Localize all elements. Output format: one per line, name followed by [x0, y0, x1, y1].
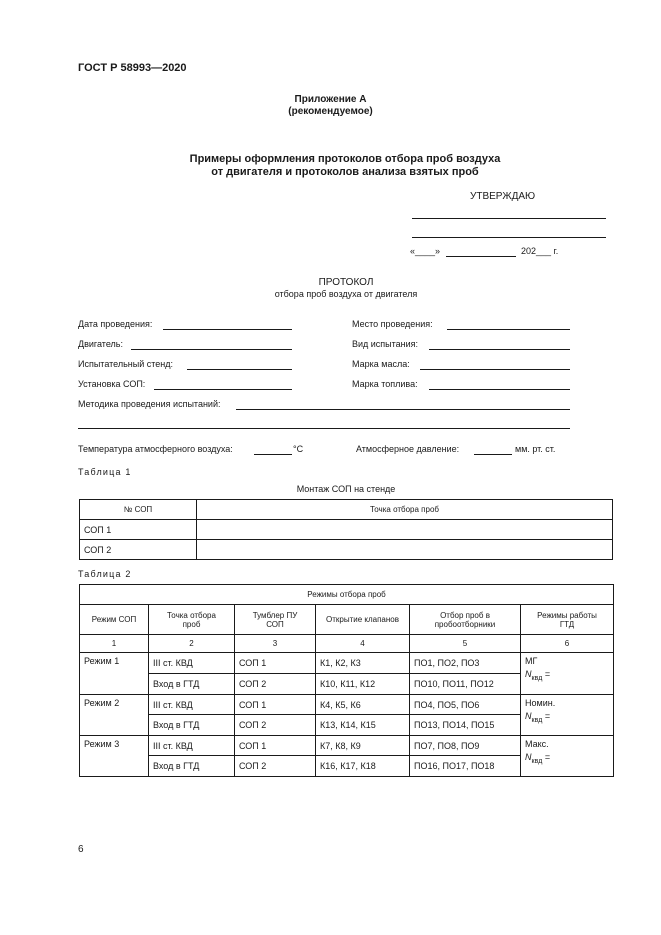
table2-number-row	[80, 635, 614, 653]
table2-point: Вход в ГТД	[149, 756, 235, 777]
field-place-label: Место проведения:	[352, 319, 433, 329]
table-row	[80, 540, 613, 560]
table1-header-no: № СОП	[80, 500, 197, 520]
page-number: 6	[78, 844, 84, 855]
approve-date-month-line	[446, 256, 516, 257]
table2	[79, 584, 614, 777]
table1-cell-sop: СОП 2	[80, 540, 197, 560]
table-row	[80, 653, 614, 674]
table2-samplers: ПО4, ПО5, ПО6	[410, 695, 521, 715]
table2-header-valves: Открытие клапанов	[316, 605, 410, 635]
table2-label: Таблица 2	[78, 569, 132, 579]
table-row	[80, 520, 613, 540]
field-fuel-line[interactable]	[429, 389, 570, 390]
appendix-title: Приложение А	[294, 94, 367, 105]
table2-nkvd[interactable]: $N_{квд}$ =	[525, 711, 551, 724]
field-method-line[interactable]	[236, 409, 570, 410]
table2-group-header: Режимы отбора проб	[80, 585, 614, 605]
table1-header-row	[80, 500, 613, 520]
table2-valves: К10, К11, К12	[316, 674, 410, 695]
table2-samplers: ПО13, ПО14, ПО15	[410, 715, 521, 736]
table1-caption: Монтаж СОП на стенде	[296, 484, 396, 494]
table2-number: 2	[149, 635, 235, 653]
table2-point: III ст. КВД	[149, 695, 235, 715]
approve-signature-line	[412, 218, 606, 219]
table2-gtd-mode: МГ	[525, 656, 538, 666]
table2-number: 3	[235, 635, 316, 653]
table2-toggle: СОП 1	[235, 695, 316, 715]
table2-point: Вход в ГТД	[149, 715, 235, 736]
table2-valves: К7, К8, К9	[316, 736, 410, 756]
field-date-label: Дата проведения:	[78, 319, 153, 329]
table2-valves: К16, К17, К18	[316, 756, 410, 777]
table2-mode: Режим 2	[80, 695, 149, 736]
field-stand-label: Испытательный стенд:	[78, 359, 174, 369]
field-oil-line[interactable]	[420, 369, 570, 370]
field-test-type-line[interactable]	[429, 349, 570, 350]
field-test-type-label: Вид испытания:	[352, 339, 419, 349]
approve-name-line	[412, 237, 606, 238]
table2-gtd-mode: Номин.	[525, 698, 556, 708]
table2-toggle: СОП 1	[235, 736, 316, 756]
field-engine-label: Двигатель:	[78, 339, 123, 349]
field-method-label: Методика проведения испытаний:	[78, 399, 221, 409]
table2-samplers: ПО7, ПО8, ПО9	[410, 736, 521, 756]
table2-header-gtd: Режимы работы ГТД	[521, 605, 614, 635]
appendix-subtitle: (рекомендуемое)	[288, 106, 373, 117]
table2-number: 5	[410, 635, 521, 653]
table1-header-point: Точка отбора проб	[197, 500, 613, 520]
standard-number: ГОСТ Р 58993—2020	[78, 62, 187, 74]
protocol-subtitle: отбора проб воздуха от двигателя	[274, 289, 418, 299]
table2-point: III ст. КВД	[149, 653, 235, 674]
table1-label: Таблица 1	[78, 467, 132, 477]
table2-nkvd[interactable]: $N_{квд}$ =	[525, 752, 551, 765]
field-temp-label: Температура атмосферного воздуха:	[78, 444, 233, 454]
table2-mode: Режим 1	[80, 653, 149, 695]
table2-number: 6	[521, 635, 614, 653]
table2-toggle: СОП 1	[235, 653, 316, 674]
table2-valves: К13, К14, К15	[316, 715, 410, 736]
field-pressure-line[interactable]	[474, 454, 512, 455]
field-sop-install-label: Установка СОП:	[78, 379, 146, 389]
table2-gtd	[521, 653, 614, 695]
table2-samplers: ПО1, ПО2, ПО3	[410, 653, 521, 674]
field-stand-line[interactable]	[187, 369, 292, 370]
table2-point: Вход в ГТД	[149, 674, 235, 695]
table2-toggle: СОП 2	[235, 756, 316, 777]
table2-valves: К4, К5, К6	[316, 695, 410, 715]
table2-group-header-row	[80, 585, 614, 605]
table1-cell-point[interactable]	[197, 520, 613, 540]
table1-cell-point[interactable]	[197, 540, 613, 560]
approve-label: УТВЕРЖДАЮ	[470, 191, 536, 202]
table2-header-row	[80, 605, 614, 635]
field-fuel-label: Марка топлива:	[352, 379, 418, 389]
table2-point: III ст. КВД	[149, 736, 235, 756]
main-title-line2: от двигателя и протоколов анализа взятых проб	[211, 166, 479, 178]
field-method-line-2[interactable]	[78, 428, 570, 429]
main-title-line1: Примеры оформления протоколов отбора проб воздуха	[189, 153, 501, 165]
table2-nkvd[interactable]: $N_{квд}$ =	[525, 669, 551, 682]
table2-toggle: СОП 2	[235, 674, 316, 695]
field-engine-line[interactable]	[131, 349, 292, 350]
table-row	[80, 695, 614, 715]
table1-cell-sop: СОП 1	[80, 520, 197, 540]
table2-header-point: Точка отбора проб	[149, 605, 235, 635]
field-pressure-unit: мм. рт. ст.	[515, 444, 556, 454]
field-sop-install-line[interactable]	[154, 389, 292, 390]
table2-gtd	[521, 736, 614, 777]
approve-date-day: «____»	[410, 246, 441, 256]
table2-samplers: ПО16, ПО17, ПО18	[410, 756, 521, 777]
table-row	[80, 736, 614, 756]
table2-gtd-mode: Макс.	[525, 739, 549, 749]
approve-date-year: 202___ г.	[521, 246, 559, 256]
protocol-title: ПРОТОКОЛ	[318, 277, 374, 288]
table2-header-samplers: Отбор проб в пробоотборники	[410, 605, 521, 635]
table2-mode: Режим 3	[80, 736, 149, 777]
field-pressure-label: Атмосферное давление:	[356, 444, 460, 454]
table2-gtd	[521, 695, 614, 736]
table1	[79, 499, 613, 560]
table2-number: 1	[80, 635, 149, 653]
field-temp-line[interactable]	[254, 454, 292, 455]
field-date-line[interactable]	[163, 329, 292, 330]
table2-header-toggle: Тумблер ПУ СОП	[235, 605, 316, 635]
table2-header-mode: Режим СОП	[80, 605, 149, 635]
field-place-line[interactable]	[447, 329, 570, 330]
table2-valves: К1, К2, К3	[316, 653, 410, 674]
table2-number: 4	[316, 635, 410, 653]
table2-samplers: ПО10, ПО11, ПО12	[410, 674, 521, 695]
table2-toggle: СОП 2	[235, 715, 316, 736]
field-oil-label: Марка масла:	[352, 359, 410, 369]
field-temp-unit: °C	[293, 444, 304, 454]
